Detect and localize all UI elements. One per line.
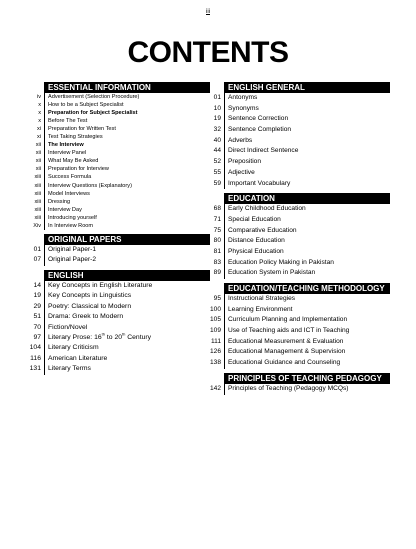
toc-entry[interactable] xyxy=(213,258,390,269)
entry-page-number: 138 xyxy=(209,359,221,367)
toc-entry[interactable] xyxy=(29,343,210,353)
entry-title: Educational Management & Supervision xyxy=(228,348,346,356)
entry-page-number: xiii xyxy=(34,198,41,205)
entry-page-number: xiii xyxy=(34,214,41,221)
entry-page-number: xii xyxy=(35,142,41,149)
entry-page-number: 14 xyxy=(33,281,41,289)
toc-section xyxy=(209,283,390,369)
entry-title: Use of Teaching aids and ICT in Teaching xyxy=(228,327,350,335)
toc-entry[interactable] xyxy=(29,364,210,374)
entry-page-number: Xiv xyxy=(33,222,41,229)
toc-entry[interactable] xyxy=(213,268,390,279)
entry-page-number: 52 xyxy=(213,158,221,166)
entry-title: Physical Education xyxy=(228,247,284,255)
entry-title: Advertisement (Selection Procedure) xyxy=(48,94,140,100)
entry-title: Fiction/Novel xyxy=(48,323,88,331)
entry-title: Interview Panel xyxy=(48,150,87,157)
entry-page-number: 19 xyxy=(33,292,41,300)
entry-title: Educational Measurement & Evaluation xyxy=(228,337,344,345)
toc-entry[interactable] xyxy=(213,236,390,247)
entry-page-number: 01 xyxy=(33,245,41,253)
toc-entry[interactable] xyxy=(34,190,210,198)
toc-entry[interactable] xyxy=(33,323,210,333)
entry-page-number: x xyxy=(38,118,41,125)
entry-page-number: xii xyxy=(35,166,41,173)
entry-title: Introducing yourself xyxy=(48,214,97,221)
toc-section xyxy=(33,234,210,266)
entry-title: Synonyms xyxy=(228,104,259,112)
entry-title: American Literature xyxy=(48,354,108,362)
entry-page-number: xiii xyxy=(34,182,41,189)
entry-page-number: 97 xyxy=(33,333,41,341)
entry-title: Distance Education xyxy=(228,237,285,245)
toc-entry[interactable] xyxy=(213,168,390,179)
toc-section xyxy=(33,82,210,230)
entry-title: Early Childhood Education xyxy=(228,205,306,213)
right-column xyxy=(209,82,390,399)
entry-title: Key Concepts in English Literature xyxy=(48,281,153,289)
entry-page-number: 55 xyxy=(213,168,221,176)
toc-entry[interactable] xyxy=(33,281,210,291)
toc-entry[interactable] xyxy=(209,384,390,395)
toc-entry[interactable] xyxy=(209,347,390,358)
toc-section xyxy=(209,373,390,395)
entry-title: Instructional Strategies xyxy=(228,295,296,302)
entry-title: Adjective xyxy=(228,168,255,176)
section-heading: EDUCATION/TEACHING METHODOLOGY xyxy=(224,283,390,294)
toc-entry[interactable] xyxy=(213,204,390,215)
entry-title: Preparation for Interview xyxy=(48,166,109,173)
entry-page-number: 32 xyxy=(213,126,221,134)
toc-entry[interactable] xyxy=(209,358,390,369)
entry-title: Interview Day xyxy=(48,206,82,213)
entry-title: Preposition xyxy=(228,158,261,166)
toc-entry[interactable] xyxy=(213,146,390,157)
entry-page-number: x xyxy=(38,110,41,117)
toc-entry[interactable] xyxy=(35,157,210,165)
entry-page-number: xii xyxy=(35,150,41,157)
entry-title: Educational Guidance and Counseling xyxy=(228,359,341,367)
toc-entry[interactable] xyxy=(34,182,210,190)
entry-title: Literary Criticism xyxy=(48,344,99,352)
entry-title: Preparation for Subject Specialist xyxy=(48,110,138,117)
entry-page-number: x xyxy=(38,102,41,109)
entry-title: Before The Test xyxy=(48,118,88,125)
toc-entry[interactable] xyxy=(213,226,390,237)
toc-entry[interactable] xyxy=(213,247,390,258)
entry-page-number: 07 xyxy=(33,256,41,264)
entry-title: Drama: Greek to Modern xyxy=(48,313,124,321)
toc-entry[interactable] xyxy=(209,326,390,337)
toc-entry[interactable] xyxy=(213,179,390,190)
entry-page-number: 80 xyxy=(213,237,221,245)
entry-title: Original Paper-1 xyxy=(48,245,97,253)
entry-page-number: 105 xyxy=(209,316,221,324)
toc-entry[interactable] xyxy=(213,104,390,115)
entry-page-number: 131 xyxy=(29,365,41,373)
toc-entry[interactable] xyxy=(213,215,390,226)
entry-page-number: 29 xyxy=(33,302,41,310)
toc-entry[interactable] xyxy=(38,109,210,117)
entry-page-number: 19 xyxy=(213,115,221,123)
entry-title: Original Paper-2 xyxy=(48,256,97,264)
entry-page-number: 01 xyxy=(213,94,221,101)
section-heading: ESSENTIAL INFORMATION xyxy=(44,82,210,93)
toc-entry[interactable] xyxy=(213,157,390,168)
entry-title: Education System in Pakistan xyxy=(228,269,316,277)
toc-entry[interactable] xyxy=(36,133,210,141)
entry-title: Preparation for Written Test xyxy=(48,126,116,133)
entry-title: Interview Questions (Explanatory) xyxy=(48,182,132,189)
entry-title: Learning Environment xyxy=(228,305,293,313)
entry-title: Direct Indirect Sentence xyxy=(228,147,299,155)
toc-entry[interactable] xyxy=(34,173,210,181)
entry-title: What May Be Asked xyxy=(48,158,99,165)
entry-page-number: iv xyxy=(36,94,41,100)
toc-entry[interactable] xyxy=(33,331,210,343)
toc-entry[interactable] xyxy=(213,93,390,104)
section-heading: ORIGINAL PAPERS xyxy=(44,234,210,245)
toc-entry[interactable] xyxy=(33,245,210,256)
entry-page-number: 142 xyxy=(209,384,221,392)
entry-page-number: 116 xyxy=(30,354,41,362)
entry-title: Poetry: Classical to Modern xyxy=(48,302,132,310)
section-heading: EDUCATION xyxy=(224,193,390,204)
entry-page-number: 75 xyxy=(213,226,221,234)
entry-title: The Interview xyxy=(48,142,84,149)
toc-entry[interactable] xyxy=(210,337,390,348)
toc-entry[interactable] xyxy=(213,294,390,305)
toc-entry[interactable] xyxy=(33,302,210,312)
entry-title: Special Education xyxy=(228,215,281,223)
toc-entry[interactable] xyxy=(33,312,210,322)
entry-title: Important Vocabulary xyxy=(228,179,291,187)
entry-page-number: 68 xyxy=(213,205,221,213)
toc-entry[interactable] xyxy=(213,125,390,136)
entry-page-number: 59 xyxy=(213,179,221,187)
left-column xyxy=(29,82,210,379)
toc-entry[interactable] xyxy=(34,206,210,214)
toc-section xyxy=(29,270,210,375)
entry-page-number: 10 xyxy=(213,104,221,112)
entry-title: Comparative Education xyxy=(228,226,297,234)
entry-title: Principles of Teaching (Pedagogy MCQs) xyxy=(228,384,349,392)
toc-entry[interactable] xyxy=(213,114,390,125)
toc-entry[interactable] xyxy=(30,354,210,364)
entry-page-number: 71 xyxy=(213,215,221,223)
toc-entry[interactable] xyxy=(36,93,210,101)
entry-title: Literary Prose: 16th to 20th Century xyxy=(48,331,152,341)
entry-page-number: xi xyxy=(36,126,41,133)
page-number: iii xyxy=(206,9,210,15)
toc-section xyxy=(213,193,390,279)
toc-entry[interactable] xyxy=(209,315,390,326)
toc-entry[interactable] xyxy=(33,222,210,230)
entry-page-number: 104 xyxy=(29,344,41,352)
entry-page-number: xiii xyxy=(34,190,41,197)
page-title: CONTENTS xyxy=(127,36,289,69)
toc-section xyxy=(213,82,390,189)
toc-entry[interactable] xyxy=(35,141,210,149)
toc-entry[interactable] xyxy=(209,305,390,316)
toc-entry[interactable] xyxy=(35,149,210,157)
entry-title: In Interview Room xyxy=(48,222,94,229)
entry-title: Curriculum Planning and Implementation xyxy=(228,316,348,324)
toc-entry[interactable] xyxy=(36,125,210,133)
entry-title: How to be a Subject Specialist xyxy=(48,102,124,109)
toc-entry[interactable] xyxy=(38,101,210,109)
entry-page-number: 44 xyxy=(213,147,221,155)
entry-title: Key Concepts in Linguistics xyxy=(48,292,132,300)
entry-title: Sentence Completion xyxy=(228,126,292,134)
entry-page-number: 95 xyxy=(213,295,221,302)
entry-title: Model Interviews xyxy=(48,190,90,197)
toc-entry[interactable] xyxy=(33,291,210,301)
entry-page-number: 70 xyxy=(33,323,41,331)
section-heading: ENGLISH xyxy=(44,270,210,281)
toc-entry[interactable] xyxy=(34,198,210,206)
entry-page-number: 109 xyxy=(209,327,221,335)
toc-entry[interactable] xyxy=(34,214,210,222)
entry-title: Dressing xyxy=(48,198,71,205)
entry-page-number: xiii xyxy=(34,206,41,213)
section-heading: ENGLISH GENERAL xyxy=(224,82,390,93)
entry-title: Success Formula xyxy=(48,174,92,181)
entry-title: Literary Terms xyxy=(48,365,91,373)
entry-page-number: 81 xyxy=(213,247,221,255)
toc-entry[interactable] xyxy=(33,255,210,266)
entry-page-number: 100 xyxy=(209,305,221,313)
section-heading: PRINCIPLES OF TEACHING PEDAGOGY xyxy=(224,373,390,384)
toc-entry[interactable] xyxy=(213,136,390,147)
entry-title: Antonyms xyxy=(228,94,258,101)
toc-entry[interactable] xyxy=(38,117,210,125)
entry-page-number: 83 xyxy=(213,258,221,266)
entry-page-number: xii xyxy=(35,158,41,165)
entry-page-number: 40 xyxy=(213,136,221,144)
entry-title: Sentence Correction xyxy=(228,115,289,123)
entry-page-number: 51 xyxy=(33,313,41,321)
entry-title: Adverbs xyxy=(228,136,253,144)
entry-page-number: 111 xyxy=(210,337,221,345)
entry-page-number: xiii xyxy=(34,174,41,181)
entry-page-number: 89 xyxy=(213,269,221,277)
entry-title: Test Taking Strategies xyxy=(48,134,103,141)
entry-page-number: xi xyxy=(36,134,41,141)
entry-page-number: 126 xyxy=(209,348,221,356)
entry-title: Education Policy Making in Pakistan xyxy=(228,258,334,266)
toc-entry[interactable] xyxy=(35,165,210,173)
